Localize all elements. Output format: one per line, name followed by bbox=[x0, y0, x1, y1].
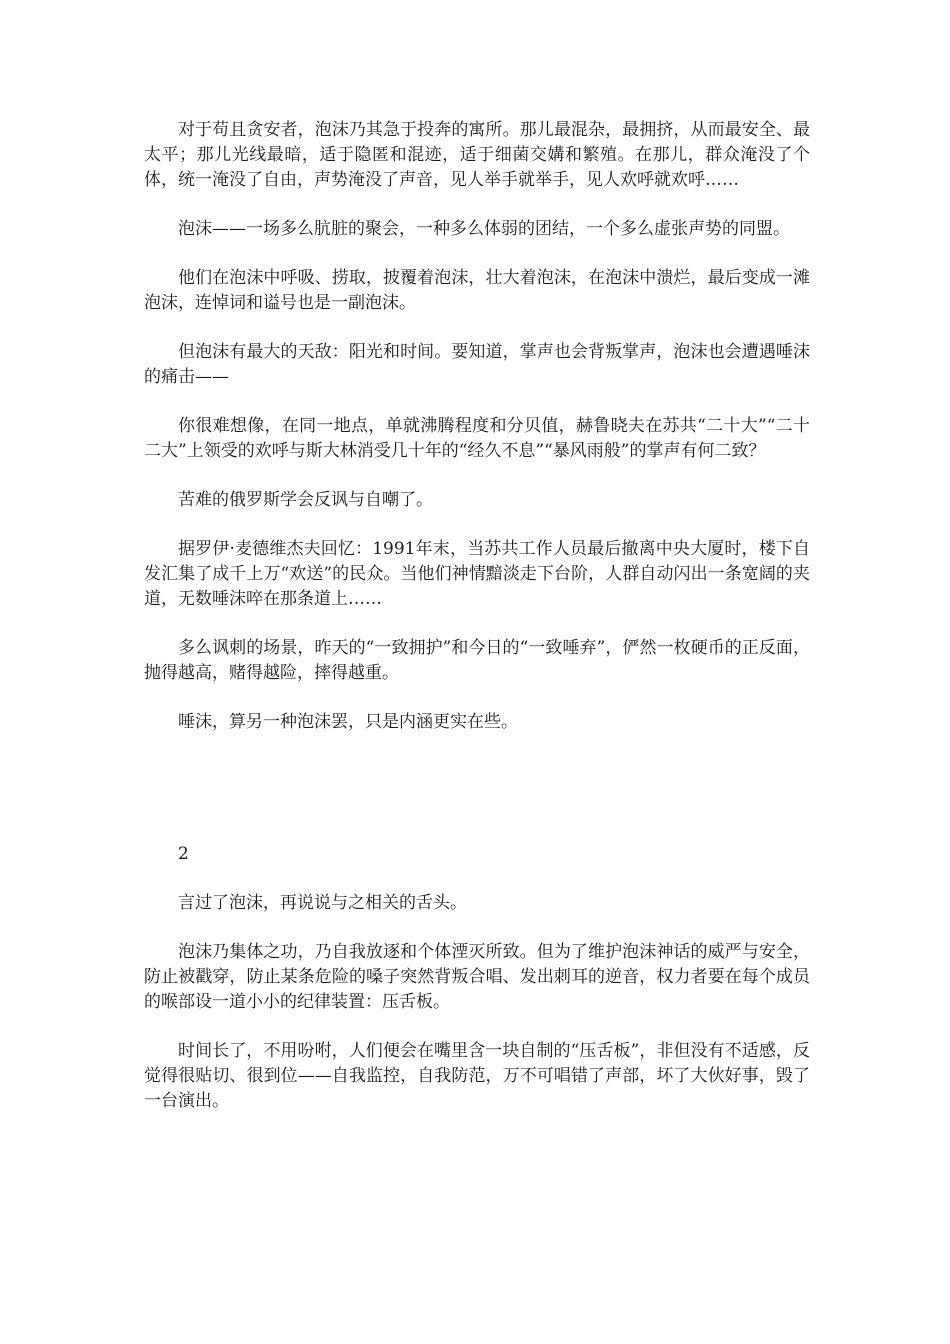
paragraph: 泡沫——一场多么肮脏的聚会，一种多么体弱的团结，一个多么虚张声势的同盟。 bbox=[178, 219, 790, 239]
paragraph: 你很难想像，在同一地点，单就沸腾程度和分贝值，赫鲁晓夫在苏共“二十大”“二十二大”上领受的欢呼与斯大林消受几十年的“经久不息”“暴风雨般”的掌声有何二致？ bbox=[144, 416, 810, 461]
paragraph: 对于苟且贪安者，泡沫乃其急于投奔的寓所。那儿最混杂，最拥挤，从而最安全、最太平；那儿光线最暗，适于隐匿和混迹，适于细菌交媾和繁殖。在那儿，群众淹没了个体，统一淹没了自由，声势淹没了声音，见人举手就举手，见人欢呼就欢呼…… bbox=[144, 120, 810, 190]
document-body bbox=[144, 118, 810, 1138]
section-gap bbox=[144, 759, 810, 842]
section-number: 2 bbox=[178, 844, 189, 864]
paragraph: 时间长了，不用吩咐，人们便会在嘴里含一块自制的“压舌板”，非但没有不适感，反觉得很贴切、很到位——自我监控，自我防范，万不可唱错了声部，坏了大伙好事，毁了一台演出。 bbox=[144, 1041, 810, 1111]
paragraph: 据罗伊·麦德维杰夫回忆：1991年末，当苏共工作人员最后撤离中央大厦时，楼下自发汇集了成千上万“欢送”的民众。当他们神情黯淡走下台阶，人群自动闪出一条宽阔的夹道，无数唾沫啐在那条道上…… bbox=[144, 539, 810, 609]
paragraph: 泡沫乃集体之功，乃自我放逐和个体湮灭所致。但为了维护泡沫神话的威严与安全，防止被戳穿，防止某条危险的嗓子突然背叛合唱、发出刺耳的逆音，权力者要在每个成员的喉部设一道小小的纪律装置：压舌板。 bbox=[144, 942, 810, 1012]
paragraph: 多么讽刺的场景，昨天的“一致拥护”和今日的“一致唾弃”，俨然一枚硬币的正反面，抛得越高，赌得越险，摔得越重。 bbox=[144, 638, 810, 683]
paragraph: 苦难的俄罗斯学会反讽与自嘲了。 bbox=[178, 490, 433, 510]
paragraph: 他们在泡沫中呼吸、捞取，披覆着泡沫，壮大着泡沫，在泡沫中溃烂，最后变成一滩泡沫，连悼词和谥号也是一副泡沫。 bbox=[144, 268, 810, 313]
paragraph: 但泡沫有最大的天敌：阳光和时间。要知道，掌声也会背叛掌声，泡沫也会遭遇唾沫的痛击—— bbox=[144, 342, 810, 387]
paragraph: 言过了泡沫，再说说与之相关的舌头。 bbox=[178, 893, 467, 913]
paragraph: 唾沫，算另一种泡沫罢，只是内涵更实在些。 bbox=[178, 712, 518, 732]
